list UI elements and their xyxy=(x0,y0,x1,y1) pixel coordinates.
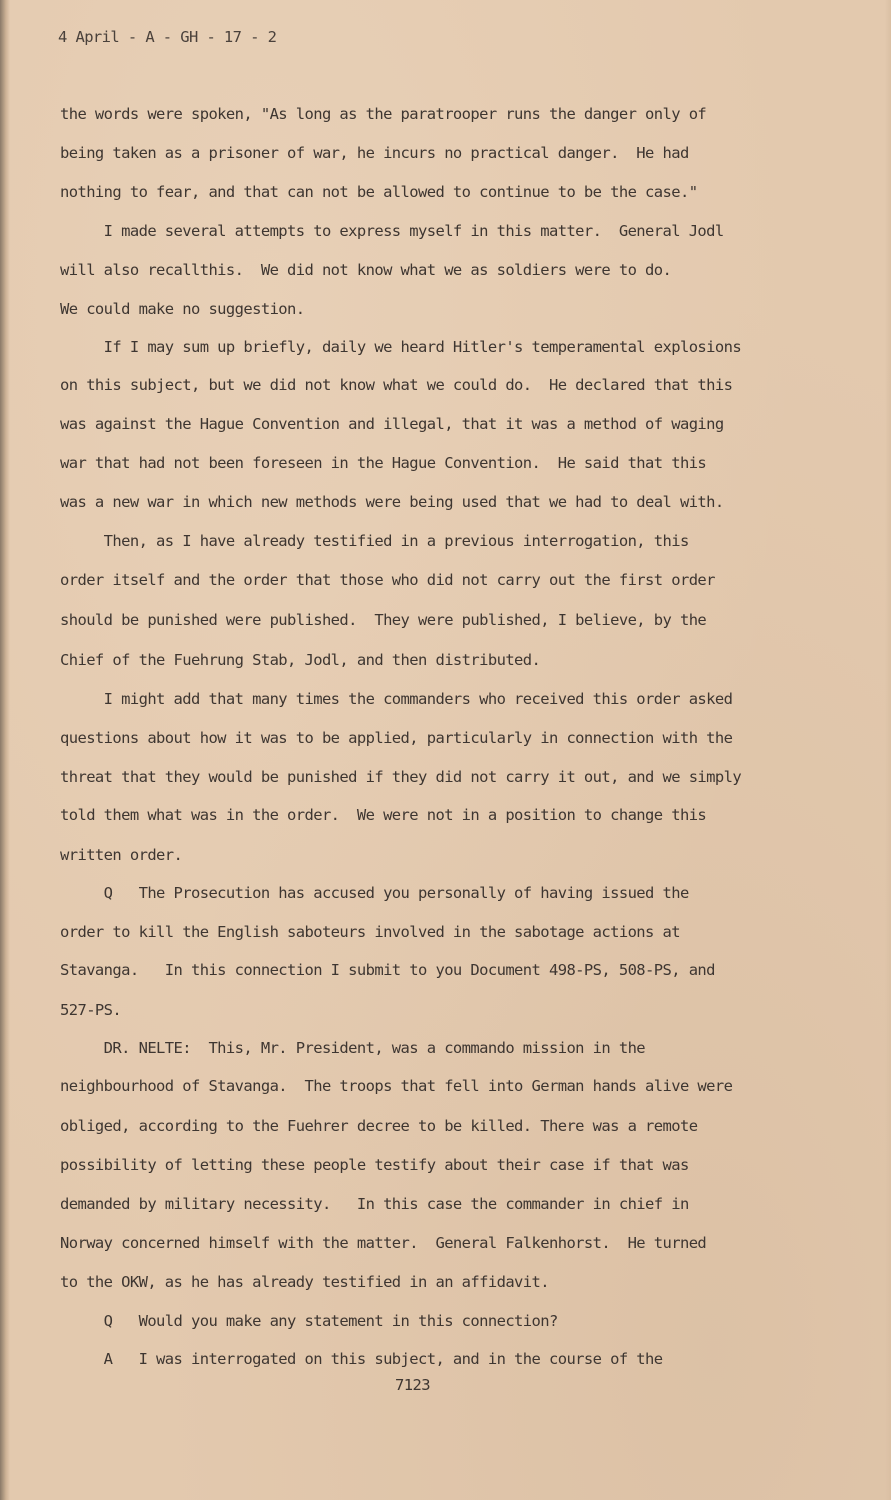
page-left-edge xyxy=(0,0,10,1500)
text-line-23: Stavanga. In this connection I submit to you Document 498-PS, 508-PS, and xyxy=(60,961,715,979)
text-line-3: nothing to fear, and that can not be allowed to continue to be the case." xyxy=(60,183,698,201)
text-line-26: neighbourhood of Stavanga. The troops that fell into German hands alive were xyxy=(60,1077,733,1095)
text-line-25: DR. NELTE: This, Mr. President, was a commando mission in the xyxy=(60,1039,646,1057)
text-line-29: demanded by military necessity. In this case the commander in chief in xyxy=(60,1195,689,1213)
text-line-27: obliged, according to the Fuehrer decree to be killed. There was a remote xyxy=(60,1117,698,1135)
text-line-28: possibility of letting these people testify about their case if that was xyxy=(60,1156,689,1174)
text-line-9: was against the Hague Convention and illegal, that it was a method of waging xyxy=(60,415,724,433)
text-line-33: A I was interrogated on this subject, and in the course of the xyxy=(60,1350,663,1368)
text-line-31: to the OKW, as he has already testified in an affidavit. xyxy=(60,1273,549,1291)
text-line-14: should be punished were published. They were published, I believe, by the xyxy=(60,611,707,629)
text-line-32: Q Would you make any statement in this connection? xyxy=(60,1312,558,1330)
text-line-13: order itself and the order that those who did not carry out the first order xyxy=(60,571,715,589)
text-line-30: Norway concerned himself with the matter. General Falkenhorst. He turned xyxy=(60,1234,707,1252)
text-line-4: I made several attempts to express myself in this matter. General Jodl xyxy=(60,222,724,240)
text-line-20: written order. xyxy=(60,846,183,864)
text-line-12: Then, as I have already testified in a previous interrogation, this xyxy=(60,532,689,550)
page-header: 4 April - A - GH - 17 - 2 xyxy=(58,28,277,46)
text-line-19: told them what was in the order. We were not in a position to change this xyxy=(60,806,707,824)
text-line-11: was a new war in which new methods were being used that we had to deal with. xyxy=(60,493,724,511)
text-line-24: 527-PS. xyxy=(60,1001,122,1019)
text-line-22: order to kill the English saboteurs involved in the sabotage actions at xyxy=(60,923,680,941)
text-line-6: We could make no suggestion. xyxy=(60,300,305,318)
text-line-16: I might add that many times the commanders who received this order asked xyxy=(60,690,733,708)
text-line-8: on this subject, but we did not know what we could do. He declared that this xyxy=(60,376,733,394)
page-right-edge xyxy=(885,0,891,1500)
text-line-1: the words were spoken, "As long as the paratrooper runs the danger only of xyxy=(60,105,707,123)
text-line-18: threat that they would be punished if they did not carry it out, and we simply xyxy=(60,768,742,786)
text-line-17: questions about how it was to be applied, particularly in connection with the xyxy=(60,729,733,747)
text-line-21: Q The Prosecution has accused you personally of having issued the xyxy=(60,884,689,902)
page-number: 7123 xyxy=(395,1376,430,1394)
text-line-5: will also recallthis. We did not know what we as soldiers were to do. xyxy=(60,261,672,279)
text-line-15: Chief of the Fuehrung Stab, Jodl, and then distributed. xyxy=(60,651,541,669)
text-line-2: being taken as a prisoner of war, he incurs no practical danger. He had xyxy=(60,144,689,162)
text-line-10: war that had not been foreseen in the Hague Convention. He said that this xyxy=(60,454,707,472)
text-line-7: If I may sum up briefly, daily we heard Hitler's temperamental explosions xyxy=(60,338,742,356)
